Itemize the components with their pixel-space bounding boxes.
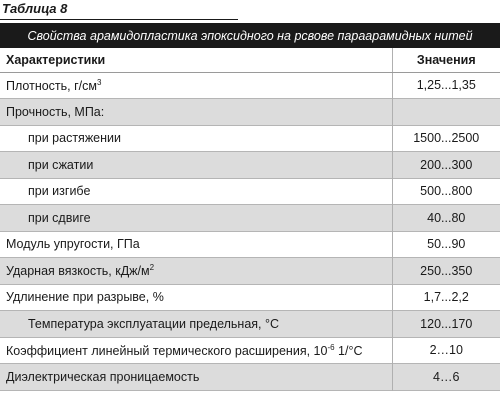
- table-row: [0, 72, 500, 99]
- table-row: [0, 152, 500, 179]
- row-value: 1,25...1,35: [392, 72, 500, 99]
- row-characteristic-text: Прочность, МПа:: [6, 104, 105, 119]
- row-characteristic-text: при растяжении: [28, 131, 122, 146]
- properties-table: [0, 48, 500, 391]
- table-title: Свойства арамидопластика эпоксидного на рсвове параарамидных нитей: [0, 23, 500, 48]
- row-characteristic: [0, 364, 392, 391]
- row-value: 2…10: [392, 337, 500, 364]
- table-row: [0, 178, 500, 205]
- row-characteristic: [0, 205, 392, 232]
- row-characteristic-text: Удлинение при разрыве, %: [6, 290, 164, 305]
- row-characteristic-text: Ударная вязкость, кДж/м: [6, 264, 150, 279]
- table-row: [0, 284, 500, 311]
- row-characteristic: [0, 311, 392, 338]
- row-value: 1,7...2,2: [392, 284, 500, 311]
- row-superscript: 2: [149, 263, 155, 273]
- row-value: 500...800: [392, 178, 500, 205]
- row-characteristic: [0, 72, 392, 99]
- table-body: [0, 72, 500, 390]
- table-row: [0, 311, 500, 338]
- row-characteristic: [0, 231, 392, 258]
- row-characteristic-text: Диэлектрическая проницаемость: [6, 369, 200, 384]
- table-row: [0, 99, 500, 126]
- row-characteristic-text: при сдвиге: [28, 210, 91, 225]
- header-values: Значения: [392, 48, 500, 72]
- row-value: [392, 99, 500, 126]
- table-row: [0, 231, 500, 258]
- row-characteristic: [0, 125, 392, 152]
- row-superscript: 3: [97, 77, 102, 87]
- table-row: [0, 364, 500, 391]
- row-characteristic: [0, 99, 392, 126]
- table-caption-text: Таблица 8: [2, 1, 68, 16]
- row-characteristic: [0, 337, 392, 364]
- row-characteristic-text: при изгибе: [28, 184, 91, 199]
- row-superscript: -6: [327, 342, 335, 352]
- row-value: 4…6: [392, 364, 500, 391]
- table-row: [0, 205, 500, 232]
- row-value: 40...80: [392, 205, 500, 232]
- table-row: [0, 337, 500, 364]
- table-row: [0, 258, 500, 285]
- header-characteristics: Характеристики: [0, 48, 392, 72]
- row-characteristic: [0, 284, 392, 311]
- row-value: 250...350: [392, 258, 500, 285]
- row-value: 120...170: [392, 311, 500, 338]
- row-value: 200...300: [392, 152, 500, 179]
- row-characteristic: [0, 258, 392, 285]
- header-row: [0, 48, 500, 72]
- row-value: 50...90: [392, 231, 500, 258]
- table-caption: [0, 0, 238, 20]
- row-characteristic-text: при сжатии: [28, 157, 94, 172]
- row-characteristic-text: Коэффициент линейный термического расширения, 10: [6, 343, 328, 358]
- table-row: [0, 125, 500, 152]
- row-characteristic-text: Модуль упругости, ГПа: [6, 237, 140, 252]
- row-characteristic-text: Температура эксплуатации предельная, °С: [28, 316, 280, 331]
- row-characteristic-text: Плотность, г/см: [6, 78, 97, 93]
- row-characteristic: [0, 152, 392, 179]
- row-unit-suffix: 1/°С: [334, 343, 363, 358]
- row-characteristic: [0, 178, 392, 205]
- row-value: 1500...2500: [392, 125, 500, 152]
